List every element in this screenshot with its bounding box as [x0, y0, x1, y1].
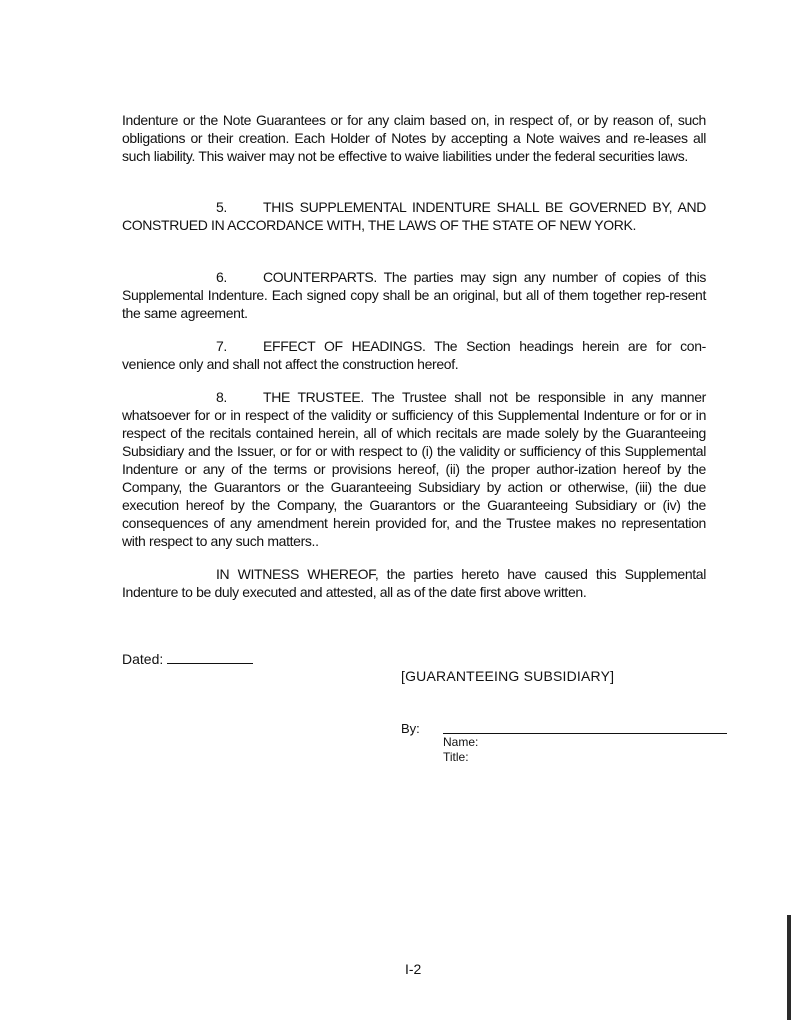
section-7-text: EFFECT OF HEADINGS. The Section headings herein are for con-venience only and shall not affect the construction hereof. [122, 338, 706, 372]
section-5-number: 5. [216, 199, 227, 215]
section-7-number: 7. [216, 338, 227, 354]
dated-field [122, 650, 253, 668]
section-8-number: 8. [216, 389, 227, 405]
page-edge-mark [787, 915, 791, 1020]
section-7-paragraph [122, 337, 706, 373]
page-number: I-2 [405, 961, 422, 977]
guaranteeing-subsidiary-title: [GUARANTEEING SUBSIDIARY] [401, 668, 615, 684]
name-label: Name: [443, 735, 479, 749]
dated-blank-line [167, 651, 253, 664]
by-label: By: [401, 721, 420, 736]
section-5-text: THIS SUPPLEMENTAL INDENTURE SHALL BE GOVERNED BY, AND CONSTRUED IN ACCORDANCE WITH, THE LAWS OF THE STATE OF NEW YORK. [122, 199, 706, 233]
section-6-number: 6. [216, 269, 227, 285]
section-8-paragraph [122, 388, 706, 550]
witness-paragraph: IN WITNESS WHEREOF, the parties hereto have caused this Supplemental Indenture to be duly executed and attested, all as of the date first above written. [122, 566, 706, 600]
signature-line [443, 733, 727, 734]
section-5-paragraph [122, 198, 706, 234]
section-8-text: THE TRUSTEE. The Trustee shall not be responsible in any manner whatsoever for or in respect of the validity or sufficiency of this Supplemental Indenture or for or in respect of the recitals contained herein, all of which recitals are made solely by the Guaranteeing Subsidiary and the Issuer, or for or with respect to (i) the validity or sufficiency of this Supplemental Indenture or any of the terms or provisions hereof, (ii) the proper author-ization hereof by the Company, the Guarantors or the Guaranteeing Subsidiary by action or otherwise, (iii) the due execution hereof by the Company, the Guarantors or the Guaranteeing Subsidiary or (iv) the consequences of any amendment herein provided for, and the Trustee makes no representation with respect to any such matters.. [122, 389, 706, 549]
intro-paragraph: Indenture or the Note Guarantees or for any claim based on, in respect of, or by reason of, such obligations or their creation. Each Holder of Notes by accepting a Note waives and re-leases all such liability. This waiver may not be effective to waive liabilities under the federal securities laws. [122, 112, 706, 164]
title-label: Title: [443, 750, 469, 764]
section-6-paragraph [122, 268, 706, 322]
section-6-text: COUNTERPARTS. The parties may sign any number of copies of this Supplemental Indenture. Each signed copy shall be an original, but all of them together rep-resent the same agreement. [122, 269, 706, 321]
dated-label: Dated: [122, 651, 164, 667]
